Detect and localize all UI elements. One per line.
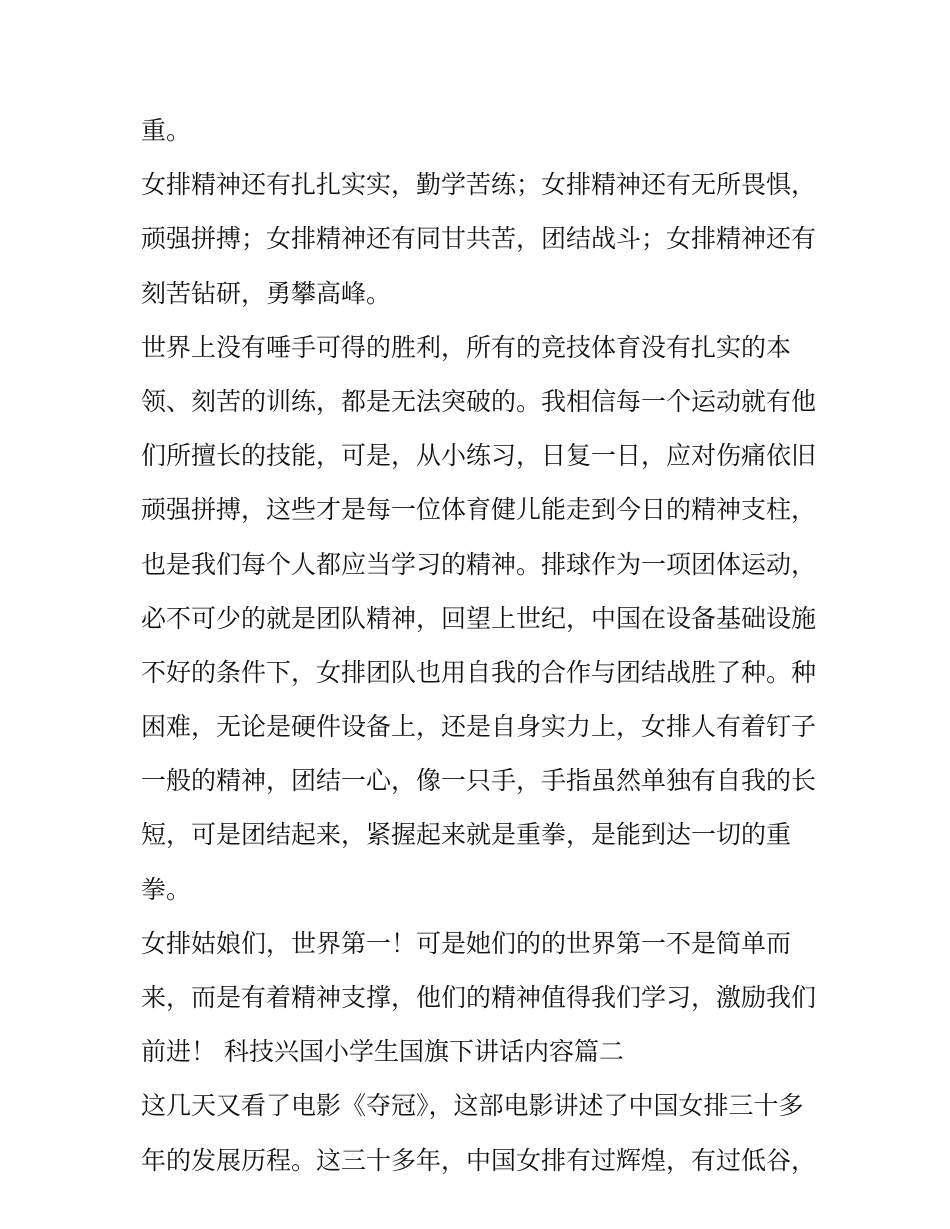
text-line: 困难，无论是硬件设备上，还是自身实力上，女排人有着钉子	[141, 712, 817, 742]
text-line: 一般的精神，团结一心，像一只手，手指虽然单独有自我的长	[141, 766, 817, 796]
text-line: 刻苦钻研，勇攀高峰。	[141, 278, 392, 308]
text-line: 不好的条件下，女排团队也用自我的合作与团结战胜了种。种	[141, 657, 817, 687]
text-line: 拳。	[141, 874, 192, 904]
text-line: 世界上没有唾手可得的胜利，所有的竞技体育没有扎实的本	[141, 332, 792, 362]
text-line: 来，而是有着精神支撑，他们的精神值得我们学习，激励我们	[141, 983, 817, 1012]
text-line: 领、刻苦的训练，都是无法突破的。我相信每一个运动就有他	[141, 386, 817, 416]
text-line: 短，可是团结起来，紧握起来就是重拳，是能到达一切的重	[141, 820, 792, 850]
text-line: 顽强拼搏，这些才是每一位体育健儿能走到今日的精神支柱，	[141, 495, 817, 525]
text-line: 顽强拼搏；女排精神还有同甘共苦，团结战斗；女排精神还有	[141, 224, 817, 254]
text-line: 也是我们每个人都应当学习的精神。排球作为一项团体运动，	[141, 549, 817, 579]
text-line: 女排精神还有扎扎实实，勤学苦练；女排精神还有无所畏惧，	[141, 170, 817, 200]
text-line: 年的发展历程。这三十多年，中国女排有过辉煌，有过低谷，	[141, 1145, 817, 1175]
text-line: 这几天又看了电影《夺冠》，这部电影讲述了中国女排三十多	[141, 1091, 804, 1121]
text-line: 们所擅长的技能，可是，从小练习，日复一日，应对伤痛依旧	[141, 441, 817, 471]
text-line: 女排姑娘们，世界第一！可是她们的的世界第一不是简单而	[141, 928, 792, 958]
text-line: 前进！ 科技兴国小学生国旗下讲话内容篇二	[141, 1037, 624, 1067]
document-body	[141, 104, 821, 1188]
text-line: 重。	[141, 116, 192, 145]
text-line: 必不可少的就是团队精神，回望上世纪，中国在设备基础设施	[141, 603, 817, 633]
